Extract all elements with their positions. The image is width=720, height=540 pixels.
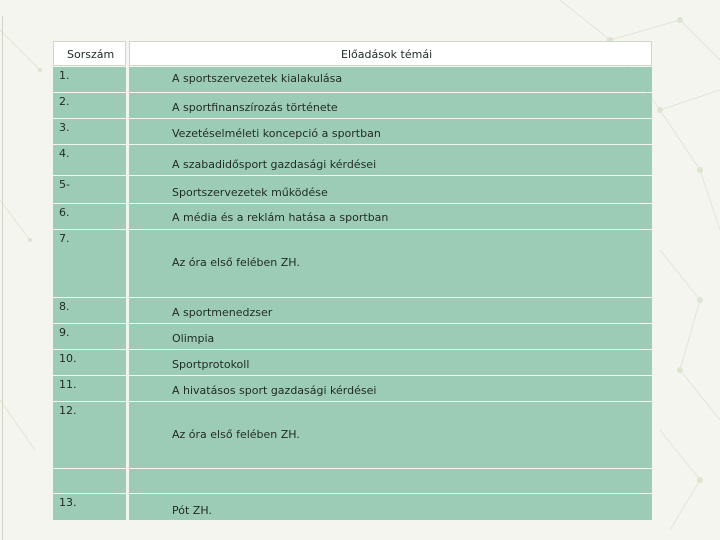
table-row-number: 9.: [53, 324, 126, 349]
table-row-topic: Olimpia: [129, 324, 652, 349]
table-row-number: 1.: [53, 67, 126, 92]
table-row-number: 8.: [53, 298, 126, 323]
header-topics-cell: [129, 41, 652, 66]
table-row-topic: Sportprotokoll: [129, 350, 652, 375]
header-number-cell: [53, 41, 126, 66]
table-row-empty-number: [53, 469, 126, 493]
table-row-topic: Az óra első felében ZH.: [129, 230, 652, 297]
table-row-topic: A sportmenedzser: [129, 298, 652, 323]
table-row-topic: Sportszervezetek működése: [129, 176, 652, 203]
header-number-label: Sorszám: [67, 48, 115, 61]
table-row-number: 4.: [53, 145, 126, 175]
table-row-topic: Pót ZH.: [129, 494, 652, 520]
header-topics-label: Előadások témái: [341, 48, 433, 61]
table-row-number: 3.: [53, 119, 126, 144]
table-row-number: 12.: [53, 402, 126, 468]
table-row-number: 6.: [53, 204, 126, 229]
table-row-topic: A sportfinanszírozás története: [129, 93, 652, 118]
table-row-topic: A szabadidősport gazdasági kérdései: [129, 145, 652, 175]
table-row-topic: A hivatásos sport gazdasági kérdései: [129, 376, 652, 401]
table-row-number: 2.: [53, 93, 126, 118]
table-row-topic: Az óra első felében ZH.: [129, 402, 652, 468]
table-row-number: 5-: [53, 176, 126, 203]
table-row-topic: Vezetéselméleti koncepció a sportban: [129, 119, 652, 144]
table-row-empty-topic: [129, 469, 652, 493]
table-row-number: 7.: [53, 230, 126, 297]
table-row-number: 10.: [53, 350, 126, 375]
table-row-number: 11.: [53, 376, 126, 401]
table-row-topic: A média és a reklám hatása a sportban: [129, 204, 652, 229]
table-row-number: 13.: [53, 494, 126, 520]
table-row-topic: A sportszervezetek kialakulása: [129, 67, 652, 92]
